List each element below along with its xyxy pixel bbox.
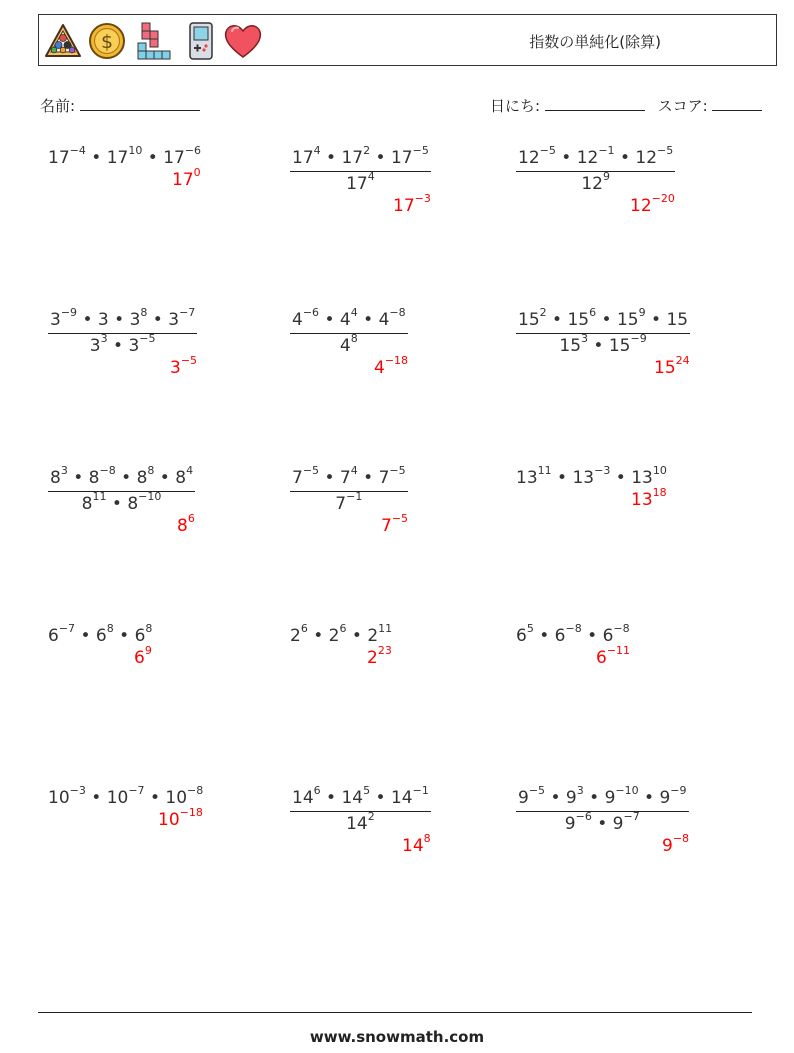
power-term: $8^4$ bbox=[175, 464, 194, 488]
power-term: $12^9$ bbox=[581, 170, 610, 194]
multiply-dot: • bbox=[319, 468, 340, 488]
denominator bbox=[290, 492, 408, 514]
power-term: $2^6$ bbox=[328, 622, 347, 646]
fraction bbox=[516, 144, 675, 194]
power-term: $4^8$ bbox=[339, 332, 358, 356]
dollar-coin-icon bbox=[87, 21, 127, 61]
power-term: $10^{-7}$ bbox=[106, 784, 145, 808]
power-term: $8^8$ bbox=[136, 464, 155, 488]
fraction bbox=[290, 784, 431, 834]
problem-1 bbox=[48, 144, 202, 168]
power-term: $9^{-10}$ bbox=[604, 784, 639, 808]
problem-9 bbox=[516, 464, 667, 488]
answer-5: $4^{-18}$ bbox=[374, 354, 409, 378]
multiply-dot: • bbox=[107, 336, 129, 356]
multiply-dot: • bbox=[144, 788, 166, 808]
power-term: $15^9$ bbox=[616, 306, 646, 330]
multiply-dot: • bbox=[85, 788, 107, 808]
multiply-dot: • bbox=[154, 468, 176, 488]
denominator bbox=[290, 334, 408, 356]
date-field bbox=[490, 95, 762, 116]
power-term: $10^{-8}$ bbox=[165, 784, 204, 808]
power-term: $15^3$ bbox=[559, 332, 589, 356]
numerator bbox=[48, 464, 195, 492]
problem-14 bbox=[290, 784, 431, 834]
answer-15: $9^{-8}$ bbox=[662, 832, 690, 856]
problem-7 bbox=[48, 464, 195, 514]
answer-11: $2^{23}$ bbox=[367, 644, 392, 668]
power-term: $13^{10}$ bbox=[631, 464, 667, 488]
power-term: $14^2$ bbox=[346, 810, 375, 834]
power-term: $14^5$ bbox=[341, 784, 371, 808]
footer-url: www.snowmath.com bbox=[309, 1028, 485, 1046]
multiply-dot: • bbox=[645, 310, 667, 330]
answer-9: $13^{18}$ bbox=[631, 486, 667, 510]
multiply-dot: • bbox=[320, 148, 342, 168]
numerator bbox=[516, 784, 689, 812]
power-term: $4^{-6}$ bbox=[292, 306, 320, 330]
multiply-dot: • bbox=[75, 626, 96, 646]
denominator bbox=[290, 172, 431, 194]
svg-text:$: $ bbox=[100, 31, 114, 53]
multiply-dot: • bbox=[77, 310, 98, 330]
power-term: $13^{11}$ bbox=[516, 464, 552, 488]
multiply-dot: • bbox=[320, 788, 342, 808]
power-term: $17^4$ bbox=[346, 170, 375, 194]
power-term: $7^{-1}$ bbox=[335, 490, 363, 514]
multiply-dot: • bbox=[67, 468, 89, 488]
answer-3: $12^{-20}$ bbox=[630, 192, 675, 216]
fraction bbox=[290, 306, 408, 356]
multiply-dot: • bbox=[545, 788, 566, 808]
power-term: $12^{-1}$ bbox=[576, 144, 615, 168]
power-term: $12^{-5}$ bbox=[635, 144, 674, 168]
denominator bbox=[290, 812, 431, 834]
power-term: $17^{-5}$ bbox=[390, 144, 429, 168]
power-term: $9^{-6}$ bbox=[564, 810, 592, 834]
multiply-dot: • bbox=[588, 336, 609, 356]
denominator bbox=[48, 334, 197, 356]
worksheet-title: 指数の単純化(除算) bbox=[529, 33, 661, 51]
power-term: $4^{-8}$ bbox=[378, 306, 406, 330]
problem-8 bbox=[290, 464, 408, 514]
numerator bbox=[290, 144, 431, 172]
power-term: $6^{-7}$ bbox=[48, 622, 76, 646]
answer-1: $17^0$ bbox=[172, 166, 201, 190]
power-term: $2^6$ bbox=[290, 622, 308, 646]
answer-14: $14^8$ bbox=[402, 832, 431, 856]
power-term: $9^{-5}$ bbox=[518, 784, 546, 808]
multiply-dot: • bbox=[533, 626, 555, 646]
name-label: 名前: bbox=[40, 97, 76, 115]
answer-10: $6^9$ bbox=[134, 644, 152, 668]
multiply-dot: • bbox=[346, 626, 368, 646]
numerator bbox=[516, 306, 690, 334]
numerator bbox=[290, 306, 408, 334]
heart-icon bbox=[223, 21, 263, 61]
multiply-dot: • bbox=[555, 148, 577, 168]
problem-11 bbox=[290, 622, 393, 646]
power-term: $9^{-9}$ bbox=[659, 784, 687, 808]
multiply-dot: • bbox=[85, 148, 107, 168]
tetris-blocks-icon bbox=[135, 21, 175, 61]
numerator bbox=[48, 306, 197, 334]
power-term: $6^8$ bbox=[95, 622, 114, 646]
multiply-dot: • bbox=[551, 468, 573, 488]
power-term: $7^{-5}$ bbox=[378, 464, 406, 488]
multiply-dot: • bbox=[591, 814, 613, 834]
problem-4 bbox=[48, 306, 197, 356]
multiply-dot: • bbox=[614, 148, 636, 168]
power-term: $6^{-8}$ bbox=[602, 622, 630, 646]
power-term: $3^8$ bbox=[129, 306, 148, 330]
answer-7: $8^6$ bbox=[177, 512, 195, 536]
problem-10 bbox=[48, 622, 153, 646]
name-blank[interactable] bbox=[80, 96, 200, 111]
power-term: $15^{-9}$ bbox=[608, 332, 647, 356]
power-term: $7^4$ bbox=[339, 464, 358, 488]
problem-6 bbox=[516, 306, 690, 356]
power-term: $9^{-7}$ bbox=[612, 810, 640, 834]
power-term: $6^5$ bbox=[516, 622, 534, 646]
multiply-dot: • bbox=[583, 788, 605, 808]
fraction bbox=[48, 464, 195, 514]
multiply-dot: • bbox=[142, 148, 164, 168]
answer-6: $15^{24}$ bbox=[654, 354, 690, 378]
power-term: $12^{-5}$ bbox=[518, 144, 556, 168]
problem-3 bbox=[516, 144, 675, 194]
answer-13: $10^{-18}$ bbox=[158, 806, 203, 830]
power-term: $17^{-4}$ bbox=[48, 144, 86, 168]
fraction bbox=[48, 306, 197, 356]
power-term: $15^6$ bbox=[567, 306, 597, 330]
power-term: $3^{-5}$ bbox=[128, 332, 156, 356]
power-term: $13^{-3}$ bbox=[572, 464, 611, 488]
fraction bbox=[290, 144, 431, 194]
date-label: 日にち: bbox=[490, 97, 541, 115]
footer-divider bbox=[38, 1012, 752, 1013]
power-term: $6^8$ bbox=[134, 622, 153, 646]
power-term: $8^{-10}$ bbox=[127, 490, 162, 514]
multiply-dot: • bbox=[147, 310, 169, 330]
power-term: $3^3$ bbox=[89, 332, 108, 356]
multiply-dot: • bbox=[357, 468, 379, 488]
power-term: $2^{11}$ bbox=[367, 622, 393, 646]
worksheet-header bbox=[38, 14, 777, 66]
numerator bbox=[516, 144, 675, 172]
multiply-dot: • bbox=[113, 626, 135, 646]
multiply-dot: • bbox=[370, 788, 391, 808]
answer-2: $17^{-3}$ bbox=[393, 192, 431, 216]
problem-5 bbox=[290, 306, 408, 356]
power-term: $17^2$ bbox=[341, 144, 371, 168]
denominator bbox=[48, 492, 195, 514]
name-field bbox=[40, 95, 200, 116]
power-term: $7^{-5}$ bbox=[292, 464, 320, 488]
multiply-dot: • bbox=[307, 626, 329, 646]
billiards-rack-icon bbox=[43, 21, 83, 61]
denominator bbox=[516, 172, 675, 194]
power-term: $9^3$ bbox=[565, 784, 584, 808]
power-term: $8^{11}$ bbox=[81, 490, 107, 514]
power-term: 15 bbox=[666, 310, 689, 330]
answer-8: $7^{-5}$ bbox=[381, 512, 409, 536]
power-term: $15^2$ bbox=[518, 306, 547, 330]
problem-13 bbox=[48, 784, 204, 808]
power-term: $17^{-6}$ bbox=[163, 144, 202, 168]
power-term: $8^3$ bbox=[50, 464, 68, 488]
power-term: $3^{-7}$ bbox=[168, 306, 196, 330]
multiply-dot: • bbox=[638, 788, 660, 808]
power-term: $17^{10}$ bbox=[106, 144, 143, 168]
power-term: $4^4$ bbox=[339, 306, 358, 330]
power-term: $8^{-8}$ bbox=[88, 464, 116, 488]
power-term: $14^6$ bbox=[292, 784, 321, 808]
multiply-dot: • bbox=[106, 494, 128, 514]
power-term: $10^{-3}$ bbox=[48, 784, 86, 808]
answer-12: $6^{-11}$ bbox=[596, 644, 631, 668]
multiply-dot: • bbox=[610, 468, 632, 488]
problem-2 bbox=[290, 144, 431, 194]
answer-4: $3^{-5}$ bbox=[170, 354, 198, 378]
multiply-dot: • bbox=[370, 148, 391, 168]
numerator bbox=[290, 464, 408, 492]
fraction bbox=[516, 784, 689, 834]
multiply-dot: • bbox=[546, 310, 568, 330]
power-term: $3^{-9}$ bbox=[50, 306, 78, 330]
multiply-dot: • bbox=[357, 310, 379, 330]
denominator bbox=[516, 334, 690, 356]
denominator bbox=[516, 812, 689, 834]
power-term: $6^{-8}$ bbox=[554, 622, 582, 646]
multiply-dot: • bbox=[319, 310, 340, 330]
handheld-game-icon bbox=[181, 21, 221, 61]
date-blank[interactable] bbox=[545, 96, 645, 111]
power-term: $14^{-1}$ bbox=[390, 784, 429, 808]
power-term: $17^4$ bbox=[292, 144, 321, 168]
problem-12 bbox=[516, 622, 630, 646]
multiply-dot: • bbox=[108, 310, 130, 330]
fraction bbox=[290, 464, 408, 514]
score-blank[interactable] bbox=[712, 96, 762, 111]
numerator bbox=[290, 784, 431, 812]
power-term: 3 bbox=[97, 310, 109, 330]
multiply-dot: • bbox=[581, 626, 603, 646]
score-label: スコア: bbox=[657, 97, 708, 115]
fraction bbox=[516, 306, 690, 356]
multiply-dot: • bbox=[115, 468, 137, 488]
problem-15 bbox=[516, 784, 689, 834]
multiply-dot: • bbox=[596, 310, 617, 330]
